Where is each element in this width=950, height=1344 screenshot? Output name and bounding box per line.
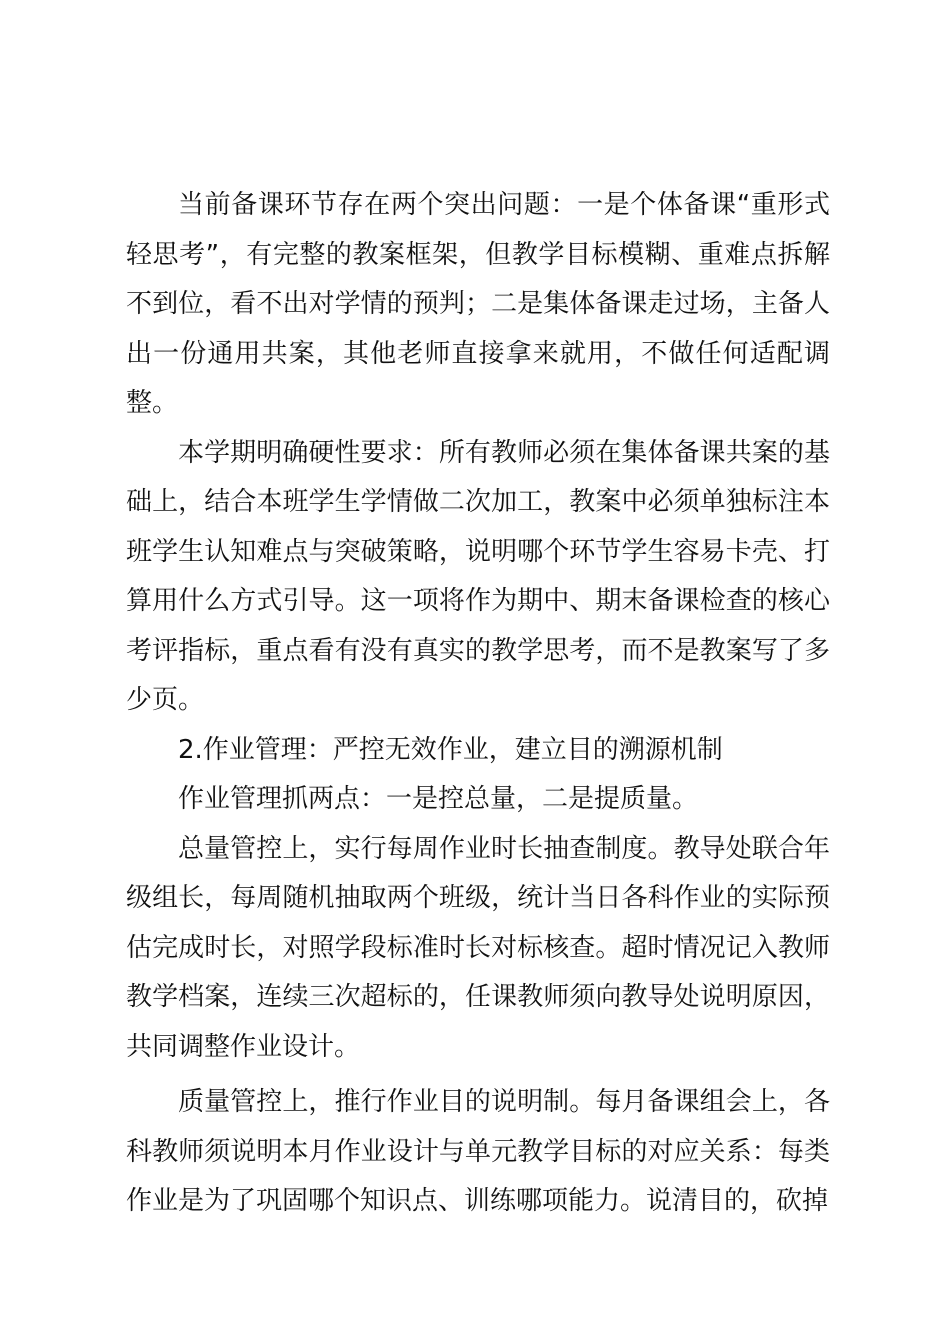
paragraph-total-control: 总量管控上，实行每周作业时长抽查制度。教导处联合年级组长，每周随机抽取两个班级，统计当日各科作业的实际预估完成时长，对照学段标准时长对标核查。超时情况记入教师教学档案，连续三次超标的，任课教师须向教导处说明原因，共同调整作业设计。 (126, 833, 830, 1062)
document-body (126, 181, 830, 1227)
paragraph-preparation-problems: 当前备课环节存在两个突出问题：一是个体备课“重形式轻思考”，有完整的教案框架，但教学目标模糊、重难点拆解不到位，看不出对学情的预判；二是集体备课走过场，主备人出一份通用共案，其他老师直接拿来就用，不做任何适配调整。 (126, 190, 830, 418)
section-heading-homework-management: 2.作业管理：严控无效作业，建立目的溯源机制 (178, 734, 723, 765)
paragraph-quality-control: 质量管控上，推行作业目的说明制。每月备课组会上，各科教师须说明本月作业设计与单元教学目标的对应关系：每类作业是为了巩固哪个知识点、训练哪项能力。说清目的，砍掉 (126, 1087, 830, 1216)
paragraph-homework-two-points: 作业管理抓两点：一是控总量，二是提质量。 (178, 784, 699, 814)
paragraph-semester-requirements: 本学期明确硬性要求：所有教师必须在集体备课共案的基础上，结合本班学生学情做二次加工，教案中必须单独标注本班学生认知难点与突破策略，说明哪个环节学生容易卡壳、打算用什么方式引导。这一项将作为期中、期末备课检查的核心考评指标，重点看有没有真实的教学思考，而不是教案写了多少页。 (126, 437, 830, 715)
